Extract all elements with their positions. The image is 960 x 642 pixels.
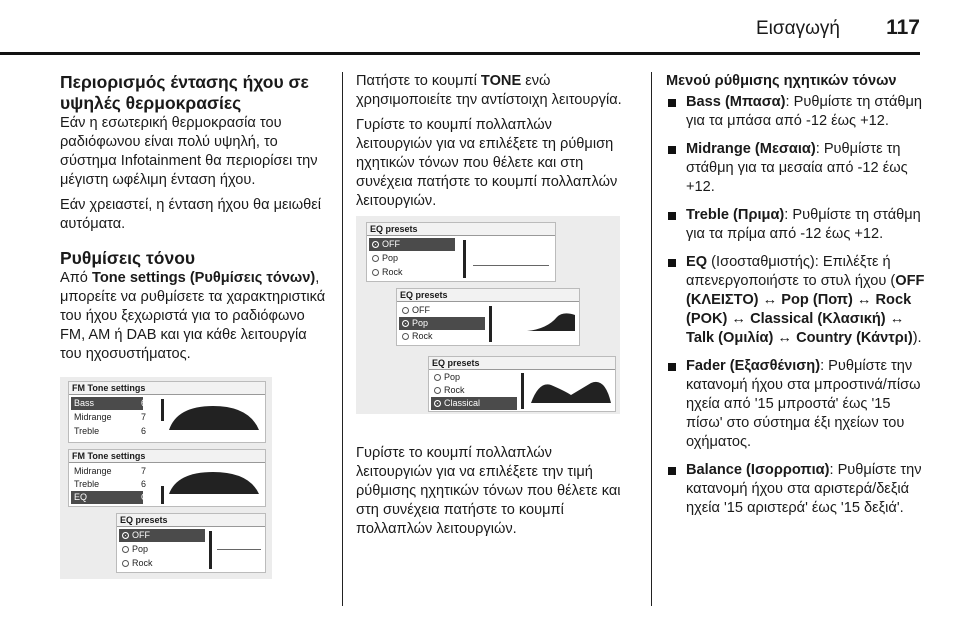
column-divider-2 bbox=[651, 72, 652, 606]
paragraph-tone-settings: Από Tone settings (Ρυθμίσεις τόνων), μπορείτε να ρυθμίσετε τα χαρακτηριστικά του ήχου ξεχωριστά για το ραδιόφωνο FM, AM ή DAB και για κάθε λειτουργία του ηχοσυστήματος. bbox=[60, 270, 326, 362]
section-title: Εισαγωγή bbox=[755, 18, 840, 39]
screen-eq-pop: EQ presets OFF Pop Rock bbox=[396, 288, 580, 346]
column-divider-1 bbox=[342, 72, 343, 606]
paragraph-select-value: Γυρίστε το κουμπί πολλαπλών λειτουργιών για να επιλέξετε την τιμή ρύθμισης ηχητικών τόνων που θέλετε και στη συνέχεια πατήστε το κουμπί πολλαπλών λειτουργιών. bbox=[356, 445, 621, 537]
column-2 bbox=[356, 72, 626, 537]
screen-fm-tone-2: FM Tone settings Midrange 7 Treble 6 EQ OFF bbox=[68, 449, 266, 507]
screen-eq-classical: EQ presets Pop Rock Classical bbox=[428, 356, 616, 412]
paragraph-select-setting: Γυρίστε το κουμπί πολλαπλών λειτουργιών για να επιλέξετε τη ρύθμιση ηχητικών τόνων που θέλετε και στη συνέχεια πατήστε το κουμπί πολλαπλών λειτουργιών. bbox=[356, 117, 618, 209]
list-item-balance: Balance (Ισορροπια): Ρυθμίστε την κατανομή ήχου στα αριστερά/δεξιά ηχεία '15 αριστερά' έως '15 δεξιά'. bbox=[666, 461, 928, 518]
classical-curve-graphic bbox=[529, 373, 613, 409]
paragraph-auto-reduce: Εάν χρειαστεί, η ένταση ήχου θα μειωθεί αυτόματα. bbox=[60, 197, 322, 232]
screen-eq-off: EQ presets OFF Pop Rock bbox=[366, 222, 556, 282]
pop-curve-graphic bbox=[497, 307, 577, 341]
page-number: 117 bbox=[886, 16, 920, 39]
list-item-bass: Bass (Μπασα): Ρυθμίστε τη στάθμη για τα μπάσα από -12 έως +12. bbox=[666, 93, 928, 131]
heading-tone-menu: Μενού ρύθμισης ηχητικών τόνων bbox=[666, 73, 897, 89]
tone-menu-list bbox=[666, 93, 928, 518]
heading-tone-settings: Ρυθμίσεις τόνου bbox=[60, 248, 196, 268]
eq-presets-illustration bbox=[356, 216, 620, 414]
list-item-fader: Fader (Εξασθένιση): Ρυθμίστε την κατανομή ήχου στα μπροστινά/πίσω ηχεία από '15 μπροστά' έως '15 πίσω' στο σύστημα έξι ηχείων του οχήματος. bbox=[666, 357, 928, 452]
eq-curve-graphic bbox=[167, 466, 262, 504]
paragraph-temperature: Εάν η εσωτερική θερμοκρασία του ραδιόφωνου είναι πολύ υψηλή, το σύστημα Infotainment θα περιορίσει την μέγιστη ωφέλιμη ένταση ήχου. bbox=[60, 115, 318, 188]
eq-curve-graphic bbox=[167, 400, 262, 440]
screen-fm-tone-1: FM Tone settings Bass 6 Midrange 7 Treble 6 bbox=[68, 381, 266, 443]
list-item-midrange: Midrange (Μεσαια): Ρυθμίστε τη στάθμη για τα μεσαία από -12 έως +12. bbox=[666, 140, 928, 197]
column-3 bbox=[666, 72, 928, 527]
heading-volume-limit: Περιορισμός έντασης ήχου σε υψηλές θερμοκρασίες bbox=[60, 72, 309, 113]
screen-eq-presets: EQ presets OFF Pop Rock bbox=[116, 513, 266, 573]
page-header bbox=[0, 0, 960, 62]
tone-settings-illustration bbox=[60, 377, 272, 579]
list-item-treble: Treble (Πριμα): Ρυθμίστε τη στάθμη για τα πρίμα από -12 έως +12. bbox=[666, 206, 928, 244]
column-1 bbox=[60, 72, 330, 568]
list-item-eq: EQ (Ισοσταθμιστής): Επιλέξτε ή απενεργοποιήστε το στυλ ήχου (OFF (ΚΛΕΙΣΤΟ) ↔ Pop (Ποπ) ↔ Rock (ΡΟΚ) ↔ Classical (Κλασική) ↔ Talk (Ομιλία) ↔ Country (Κάντρι)). bbox=[666, 253, 928, 348]
paragraph-press-tone: Πατήστε το κουμπί TONE ενώ χρησιμοποιείτε την αντίστοιχη λειτουργία. bbox=[356, 73, 622, 108]
header-rule bbox=[0, 52, 920, 55]
